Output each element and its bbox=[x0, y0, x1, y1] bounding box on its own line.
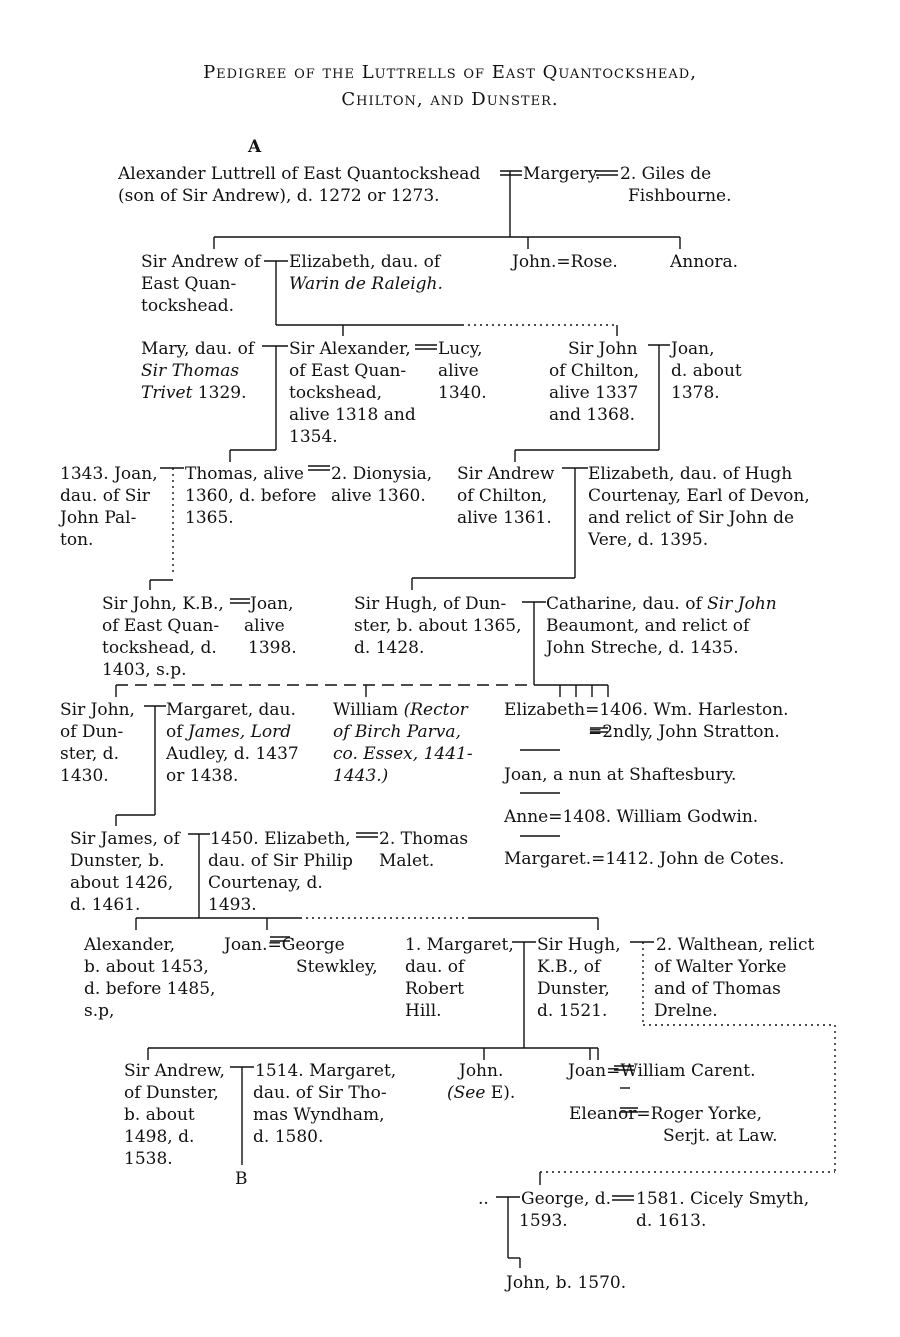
cicely-smyth-2: d. 1613. bbox=[636, 1211, 707, 1231]
thomas: Thomas, alive bbox=[185, 464, 304, 484]
giles-de-fishbourne: 2. Giles de bbox=[620, 164, 712, 184]
john-rose: John.=Rose. bbox=[512, 252, 618, 272]
joan-1398: Joan, bbox=[250, 594, 294, 614]
sir-john-dunster-2: of Dun- bbox=[60, 722, 124, 742]
margaret-cotes: Margaret.=1412. John de Cotes. bbox=[504, 849, 785, 869]
margaret-wyndham-4: d. 1580. bbox=[253, 1127, 324, 1147]
alexander-1453-3: d. before 1485, bbox=[84, 979, 216, 999]
joan-palton-2: dau. of Sir bbox=[60, 486, 150, 506]
joan-palton-3: John Pal- bbox=[60, 508, 137, 528]
page-title-line2: Chilton, and Dunster. bbox=[341, 89, 559, 110]
sir-alexander-3: tockshead, bbox=[289, 383, 383, 403]
mary-trivet-3 bbox=[141, 382, 246, 404]
sir-john-dunster-4: 1430. bbox=[60, 766, 109, 786]
sir-john-chilton-4: and 1368. bbox=[549, 405, 636, 425]
eleanor-yorke-2: Serjt. at Law. bbox=[663, 1126, 778, 1146]
george-2: 1593. bbox=[519, 1211, 568, 1231]
sir-john-kb-4: 1403, s.p. bbox=[102, 660, 187, 680]
john-see-e-2b: E). bbox=[485, 1083, 516, 1103]
sir-james-2: Dunster, b. bbox=[70, 851, 165, 871]
john-see-e: John. bbox=[459, 1061, 504, 1081]
joan-1398-3: 1398. bbox=[248, 638, 297, 658]
joan-1378-3: 1378. bbox=[671, 383, 720, 403]
lucy-3: 1340. bbox=[438, 383, 487, 403]
sir-hugh-dunster-3: d. 1428. bbox=[354, 638, 425, 658]
catharine-beaumont bbox=[546, 593, 777, 615]
margaret-hill: 1. Margaret, bbox=[405, 935, 514, 955]
joan-palton-4: ton. bbox=[60, 530, 94, 550]
elizabeth-raleigh-2: Warin de Raleigh. bbox=[289, 274, 443, 294]
sir-andrew-dunster: Sir Andrew, bbox=[124, 1061, 225, 1081]
joan-nun: Joan, a nun at Shaftesbury. bbox=[504, 765, 737, 785]
sir-andrew: Sir Andrew of bbox=[141, 252, 261, 272]
sir-john-kb-3: tockshead, d. bbox=[102, 638, 217, 658]
alexander-1453: Alexander, bbox=[84, 935, 176, 955]
margaret-audley-4: or 1438. bbox=[166, 766, 239, 786]
sir-john-kb: Sir John, K.B., bbox=[102, 594, 224, 614]
lucy-2: alive bbox=[438, 361, 479, 381]
elizabeth-raleigh: Elizabeth, dau. of bbox=[289, 252, 441, 272]
john-see-e-2a: (See bbox=[447, 1083, 486, 1103]
margaret-audley-2b: James, Lord bbox=[187, 722, 292, 742]
joan-1398-2: alive bbox=[244, 616, 285, 636]
sir-john-dunster: Sir John, bbox=[60, 700, 135, 720]
sir-hugh-dunster: Sir Hugh, of Dun- bbox=[354, 594, 507, 614]
alexander-luttrell-note: (son of Sir Andrew), d. 1272 or 1273. bbox=[118, 186, 440, 206]
william-rector bbox=[333, 699, 468, 721]
william-rector-3: co. Essex, 1441- bbox=[333, 744, 473, 764]
walthean: 2. Walthean, relict bbox=[656, 935, 815, 955]
sir-james-4: d. 1461. bbox=[70, 895, 141, 915]
elizabeth-courtenay-1493-2: dau. of Sir Philip bbox=[208, 851, 353, 871]
elizabeth-stratton: =2ndly, John Stratton. bbox=[588, 722, 780, 742]
mary-trivet-2: Sir Thomas bbox=[141, 361, 240, 381]
sir-andrew-dunster-5: 1538. bbox=[124, 1149, 173, 1169]
margaret-hill-3: Robert bbox=[405, 979, 464, 999]
dionysia: 2. Dionysia, bbox=[331, 464, 433, 484]
margaret-wyndham-2: dau. of Sir Tho- bbox=[253, 1083, 387, 1103]
sir-andrew-3: tockshead. bbox=[141, 296, 235, 316]
joan-1378-2: d. about bbox=[671, 361, 742, 381]
sir-james: Sir James, of bbox=[70, 829, 180, 849]
joan-carent: Joan=William Carent. bbox=[568, 1061, 756, 1081]
margaret-hill-2: dau. of bbox=[405, 957, 465, 977]
margaret-wyndham: 1514. Margaret, bbox=[255, 1061, 397, 1081]
sir-andrew-chilton-3: alive 1361. bbox=[457, 508, 552, 528]
joan-stewkley: Joan.=George bbox=[224, 935, 345, 955]
elizabeth-courtenay-4: Vere, d. 1395. bbox=[588, 530, 709, 550]
margaret-audley-3: Audley, d. 1437 bbox=[166, 744, 299, 764]
elizabeth-courtenay-3: and relict of Sir John de bbox=[588, 508, 795, 528]
sir-andrew-chilton: Sir Andrew bbox=[457, 464, 555, 484]
annora: Annora. bbox=[670, 252, 739, 272]
walthean-3: and of Thomas bbox=[654, 979, 781, 999]
elizabeth-courtenay-2: Courtenay, Earl of Devon, bbox=[588, 486, 810, 506]
catharine-beaumont-3: John Streche, d. 1435. bbox=[546, 638, 739, 658]
joan-stewkley-2: Stewkley, bbox=[296, 957, 378, 977]
sir-john-chilton: Sir John bbox=[568, 339, 638, 359]
cicely-smyth: 1581. Cicely Smyth, bbox=[636, 1189, 810, 1209]
catharine-1a: Catharine, dau. of bbox=[546, 594, 708, 614]
sir-john-chilton-2: of Chilton, bbox=[549, 361, 640, 381]
elizabeth-courtenay: Elizabeth, dau. of Hugh bbox=[588, 464, 793, 484]
walthean-4: Drelne. bbox=[654, 1001, 718, 1021]
sir-john-dunster-3: ster, d. bbox=[60, 744, 119, 764]
mary-trivet-3a: Trivet bbox=[141, 383, 193, 403]
joan-palton: 1343. Joan, bbox=[60, 464, 158, 484]
sir-hugh-kb: Sir Hugh, bbox=[537, 935, 621, 955]
sir-andrew-2: East Quan- bbox=[141, 274, 237, 294]
mary-trivet: Mary, dau. of bbox=[141, 339, 255, 359]
catharine-1b: Sir John bbox=[707, 594, 777, 614]
margaret-audley-2 bbox=[166, 721, 291, 743]
margaret-audley: Margaret, dau. bbox=[166, 700, 296, 720]
william-rector-2: of Birch Parva, bbox=[333, 722, 461, 742]
lucy: Lucy, bbox=[438, 339, 483, 359]
sir-hugh-dunster-2: ster, b. about 1365, bbox=[354, 616, 522, 636]
george-leader-dots: .. bbox=[478, 1189, 489, 1209]
marker-a: A bbox=[248, 137, 262, 157]
sir-alexander-5: 1354. bbox=[289, 427, 338, 447]
mary-trivet-3b: 1329. bbox=[192, 383, 247, 403]
thomas-3: 1365. bbox=[185, 508, 234, 528]
sir-hugh-kb-2: K.B., of bbox=[537, 957, 601, 977]
william-rector-4: 1443.) bbox=[333, 766, 389, 786]
john-see-e-2 bbox=[447, 1082, 515, 1104]
sir-andrew-dunster-4: 1498, d. bbox=[124, 1127, 195, 1147]
margaret-audley-2a: of bbox=[166, 722, 188, 742]
sir-john-chilton-3: alive 1337 bbox=[549, 383, 639, 403]
walthean-2: of Walter Yorke bbox=[654, 957, 787, 977]
sir-hugh-kb-4: d. 1521. bbox=[537, 1001, 608, 1021]
sir-alexander-4: alive 1318 and bbox=[289, 405, 416, 425]
sir-alexander-2: of East Quan- bbox=[289, 361, 407, 381]
william-1b: (Rector bbox=[403, 700, 468, 720]
catharine-beaumont-2: Beaumont, and relict of bbox=[546, 616, 750, 636]
sir-hugh-kb-3: Dunster, bbox=[537, 979, 610, 999]
margaret-hill-4: Hill. bbox=[405, 1001, 442, 1021]
sir-james-3: about 1426, bbox=[70, 873, 174, 893]
eleanor-yorke: Eleanor=Roger Yorke, bbox=[569, 1104, 762, 1124]
william-1a: William bbox=[333, 700, 404, 720]
thomas-malet: 2. Thomas bbox=[379, 829, 469, 849]
thomas-2: 1360, d. before bbox=[185, 486, 317, 506]
sir-john-kb-2: of East Quan- bbox=[102, 616, 220, 636]
elizabeth-courtenay-1493-4: 1493. bbox=[208, 895, 257, 915]
sir-andrew-dunster-2: of Dunster, bbox=[124, 1083, 219, 1103]
alexander-1453-2: b. about 1453, bbox=[84, 957, 209, 977]
page-title-line1: Pedigree of the Luttrells of East Quantockshead, bbox=[203, 62, 697, 83]
elizabeth-courtenay-1493-3: Courtenay, d. bbox=[208, 873, 323, 893]
anne-godwin: Anne=1408. William Godwin. bbox=[504, 807, 759, 827]
marker-b: B bbox=[235, 1169, 248, 1189]
giles-de-fishbourne-2: Fishbourne. bbox=[628, 186, 732, 206]
margery: Margery. bbox=[523, 164, 601, 184]
margaret-wyndham-3: mas Wyndham, bbox=[253, 1105, 385, 1125]
alexander-luttrell: Alexander Luttrell of East Quantockshead bbox=[118, 164, 481, 184]
sir-alexander: Sir Alexander, bbox=[289, 339, 411, 359]
joan-1378: Joan, bbox=[671, 339, 715, 359]
elizabeth-harleston: Elizabeth=1406. Wm. Harleston. bbox=[504, 700, 789, 720]
alexander-1453-4: s.p, bbox=[84, 1001, 115, 1021]
george: George, d. bbox=[521, 1189, 612, 1209]
sir-andrew-chilton-2: of Chilton, bbox=[457, 486, 548, 506]
elizabeth-courtenay-1493: 1450. Elizabeth, bbox=[210, 829, 351, 849]
john-1570: John, b. 1570. bbox=[506, 1273, 627, 1293]
sir-andrew-dunster-3: b. about bbox=[124, 1105, 195, 1125]
thomas-malet-2: Malet. bbox=[379, 851, 435, 871]
dionysia-2: alive 1360. bbox=[331, 486, 426, 506]
